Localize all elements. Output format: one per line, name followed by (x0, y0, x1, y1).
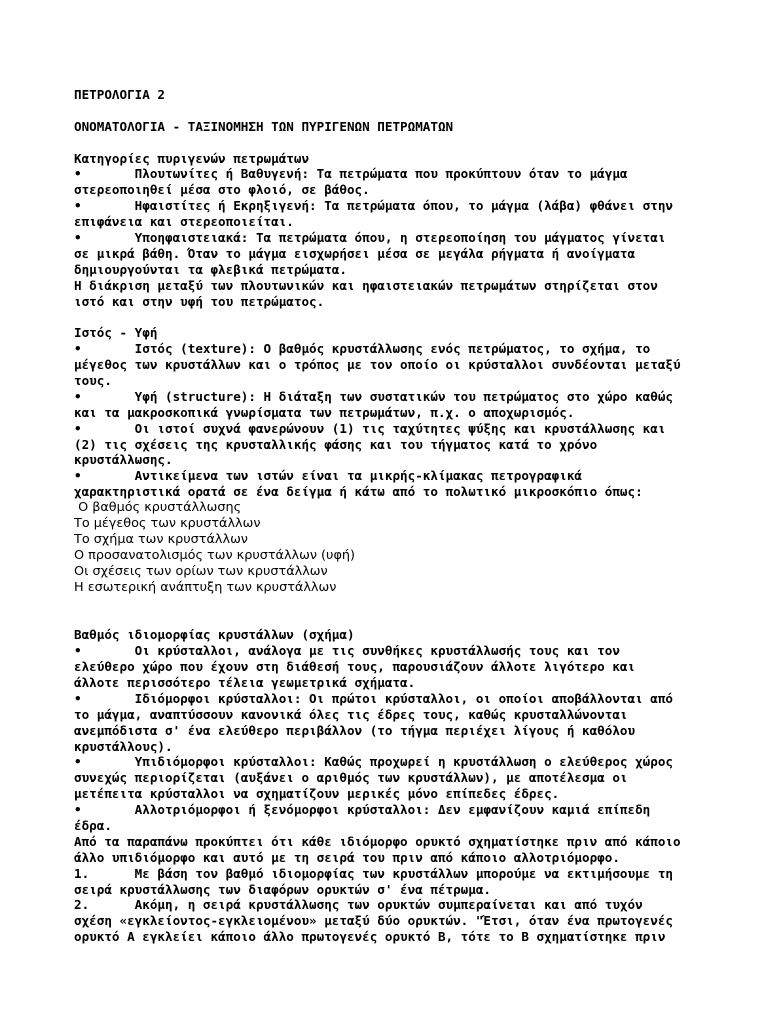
document-title: ΠΕΤΡΟΛΟΓΙΑ 2 (74, 87, 165, 102)
text-line: σχέση «εγκλείοντος-εγκλειομένου» μεταξύ δύο ορυκτών. "Έτσι, όταν ένα πρωτογενές (74, 913, 673, 929)
text-line: Βαθμός ιδιομορφίας κρυστάλλων (σχήμα) (74, 627, 355, 643)
text-line: χαρακτηριστικά ορατά σε ένα δείγμα ή κάτω από το πολωτικό μικροσκόπιο όπως: (74, 484, 643, 500)
text-line: • Υποηφαιστειακά: Τα πετρώματα όπου, η στερεοποίηση του μάγματος γίνεται (74, 230, 666, 246)
text-line: τους. (74, 373, 112, 389)
text-line: άλλοτε περισσότερο τέλεια γεωμετρικά σχήματα. (74, 674, 416, 690)
text-line: και τα μακροσκοπικά γνωρίσματα των πετρωμάτων, π.χ. ο αποχωρισμός. (74, 404, 575, 420)
text-line: Η εσωτερική ανάπτυξη των κρυστάλλων (74, 579, 337, 595)
text-line: ορυκτό Α εγκλείει κάποιο άλλο πρωτογενές ορυκτό Β, τότε το Β σχηματίστηκε πριν (74, 929, 666, 945)
document-subtitle: ΟΝΟΜΑΤΟΛΟΓΙΑ - ΤΑΞΙΝΟΜΗΣΗ ΤΩΝ ΠΥΡΙΓΕΝΩΝ ΠΕΤΡΩΜΑΤΩΝ (74, 118, 454, 134)
text-line: (2) τις σχέσεις της κρυσταλλικής φάσης και του τήγματος κατά το χρόνο (74, 436, 598, 452)
text-line: κρυστάλλους). (74, 738, 173, 754)
text-line: • Υφή (structure): Η διάταξη των συστατικών του πετρώματος στο χώρο καθώς (74, 388, 673, 404)
text-line: • Ιστός (texture): Ο βαθμός κρυστάλλωσης ενός πετρώματος, το σχήμα, το (74, 341, 651, 357)
text-line: • Υπιδιόμορφοι κρύσταλλοι: Καθώς προχωρεί η κρυστάλλωση ο ελεύθερος χώρος (74, 754, 673, 770)
text-line: Η διάκριση μεταξύ των πλουτωνικών και ηφαιστειακών πετρωμάτων στηρίζεται στον (74, 277, 658, 293)
text-line: δημιουργούνται τα φλεβικά πετρώματα. (74, 261, 347, 277)
blank-line (74, 611, 754, 627)
text-line: σειρά κρυστάλλωσης των διαφόρων ορυκτών σ' ένα πέτρωμα. (74, 881, 492, 897)
document-page (74, 87, 754, 945)
text-line: Από τα παραπάνω προκύπτει ότι κάθε ιδιόμορφο ορυκτό σχηματίστηκε πριν από κάποιο (74, 833, 681, 849)
text-line: • Πλουτωνίτες ή Βαθυγενή: Τα πετρώματα που προκύπτουν όταν το μάγμα (74, 166, 628, 182)
text-line: Το σχήμα των κρυστάλλων (74, 531, 248, 547)
text-line: Ο προσανατολισμός των κρυστάλλων (υφή) (74, 547, 356, 563)
text-line: κρυστάλλωσης. (74, 452, 173, 468)
text-line: μέγεθος των κρυστάλλων και ο τρόπος με τον οποίο οι κρύσταλλοι συνδέονται μεταξύ (74, 357, 681, 373)
text-line: 2. Ακόμη, η σειρά κρυστάλλωσης των ορυκτών συμπεραίνεται και από τυχόν (74, 897, 643, 913)
text-line: μετέπειτα κρύσταλλοι να σχηματίζουν μερικές μόνο επίπεδες έδρες. (74, 786, 560, 802)
blank-line (74, 596, 754, 612)
text-line: ιστό και στην υφή του πετρώματος. (74, 293, 325, 309)
text-line: ελεύθερο χώρο που έχουν στη διάθεσή τους, παρουσιάζουν άλλοτε λιγότερο και (74, 659, 636, 675)
text-line: Ιστός - Υφή (74, 325, 158, 341)
text-line: Κατηγορίες πυριγενών πετρωμάτων (74, 150, 310, 166)
text-line: • Ηφαιστίτες ή Εκρηξιγενή: Τα πετρώματα όπου, το μάγμα (λάβα) φθάνει στην (74, 198, 673, 214)
blank-line (74, 103, 754, 119)
text-line: • Οι κρύσταλλοι, ανάλογα με τις συνθήκες κρυστάλλωσής τους και τον (74, 643, 620, 659)
text-line: • Αλλοτριόμορφοι ή ξενόμορφοι κρύσταλλοι: Δεν εμφανίζουν καμιά επίπεδη (74, 802, 651, 818)
blank-line (74, 135, 754, 151)
text-line: επιφάνεια και στερεοποιείται. (74, 214, 294, 230)
text-line: • Ιδιόμορφοι κρύσταλλοι: Οι πρώτοι κρύσταλλοι, οι οποίοι αποβάλλονται από (74, 690, 673, 706)
text-line: 1. Με βάση τον βαθμό ιδιομορφίας των κρυστάλλων μπορούμε να εκτιμήσουμε τη (74, 865, 673, 881)
text-line: ανεμπόδιστα σ' ένα ελεύθερο περιβάλλον (το τήγμα περιέχει λίγους ή καθόλου (74, 722, 636, 738)
text-line: • Οι ιστοί συχνά φανερώνουν (1) τις ταχύτητες ψύξης και κρυστάλλωσης και (74, 420, 666, 436)
text-line: σε μικρά βάθη. Όταν το μάγμα εισχωρήσει μέσα σε μεγάλα ρήγματα ή ανοίγματα (74, 245, 636, 261)
text-line: συνεχώς περιορίζεται (αυξάνει ο αριθμός των κρυστάλλων), με αποτέλεσμα οι (74, 770, 628, 786)
text-line: • Αντικείμενα των ιστών είναι τα μικρής-κλίμακας πετρογραφικά (74, 468, 582, 484)
text-line: άλλο υπιδιόμορφο και αυτό με τη σειρά του πριν από κάποιο αλλοτριόμορφο. (74, 849, 620, 865)
text-line: Οι σχέσεις των ορίων των κρυστάλλων (74, 563, 328, 579)
text-line: έδρα. (74, 817, 112, 833)
document-body (74, 151, 754, 946)
blank-line (74, 309, 754, 325)
text-line: στερεοποιηθεί μέσα στο φλοιό, σε βάθος. (74, 182, 370, 198)
text-line: Ο βαθμός κρυστάλλωσης (74, 500, 242, 516)
text-line: το μάγμα, αναπτύσσουν κανονικά όλες τις έδρες τους, καθώς κρυσταλλώνονται (74, 706, 628, 722)
text-line: Το μέγεθος των κρυστάλλων (74, 516, 261, 532)
